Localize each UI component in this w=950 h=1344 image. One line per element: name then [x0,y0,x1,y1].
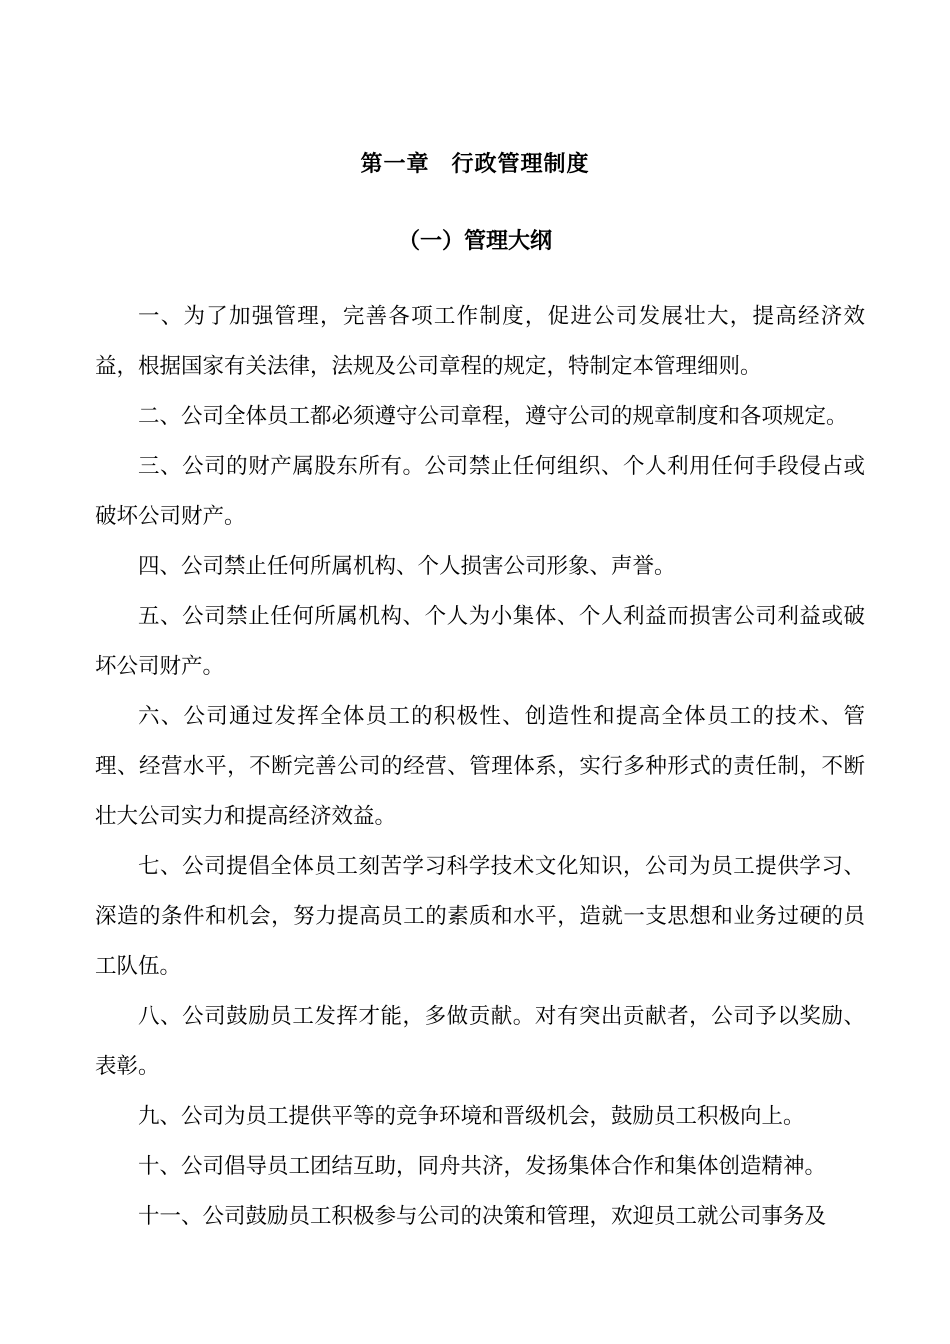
chapter-name: 行政管理制度 [451,152,590,177]
paragraph-10: 十、公司倡导员工团结互助，同舟共济，发扬集体合作和集体创造精神。 [138,1154,827,1179]
paragraph-2: 二、公司全体员工都必须遵守公司章程，遵守公司的规章制度和各项规定。 [138,404,848,429]
paragraph-6: 六、公司通过发挥全体员工的积极性、创造性和提高全体员工的技术、管理、经营水平，不断完善公司的经营、管理体系，实行多种形式的责任制，不断壮大公司实力和提高经济效益。 [95,704,865,829]
body-text [95,292,865,1242]
paragraph-7: 七、公司提倡全体员工刻苦学习科学技术文化知识，公司为员工提供学习、深造的条件和机会，努力提高员工的素质和水平，造就一支思想和业务过硬的员工队伍。 [95,854,865,979]
paragraph-1: 一、为了加强管理，完善各项工作制度，促进公司发展壮大，提高经济效益，根据国家有关法律，法规及公司章程的规定，特制定本管理细则。 [95,304,865,379]
paragraph-9: 九、公司为员工提供平等的竞争环境和晋级机会，鼓励员工积极向上。 [138,1104,805,1129]
paragraph-11: 十一、公司鼓励员工积极参与公司的决策和管理，欢迎员工就公司事务及 [138,1204,827,1229]
section-title: （一）管理大纲 [397,229,552,254]
chapter-number: 第一章 [360,152,430,177]
paragraph-3: 三、公司的财产属股东所有。公司禁止任何组织、个人利用任何手段侵占或破坏公司财产。 [95,454,865,529]
paragraph-8: 八、公司鼓励员工发挥才能，多做贡献。对有突出贡献者，公司予以奖励、表彰。 [95,1004,865,1079]
paragraph-4: 四、公司禁止任何所属机构、个人损害公司形象、声誉。 [138,554,676,579]
paragraph-5: 五、公司禁止任何所属机构、个人为小集体、个人利益而损害公司利益或破坏公司财产。 [95,604,865,679]
chapter-title [0,148,950,182]
